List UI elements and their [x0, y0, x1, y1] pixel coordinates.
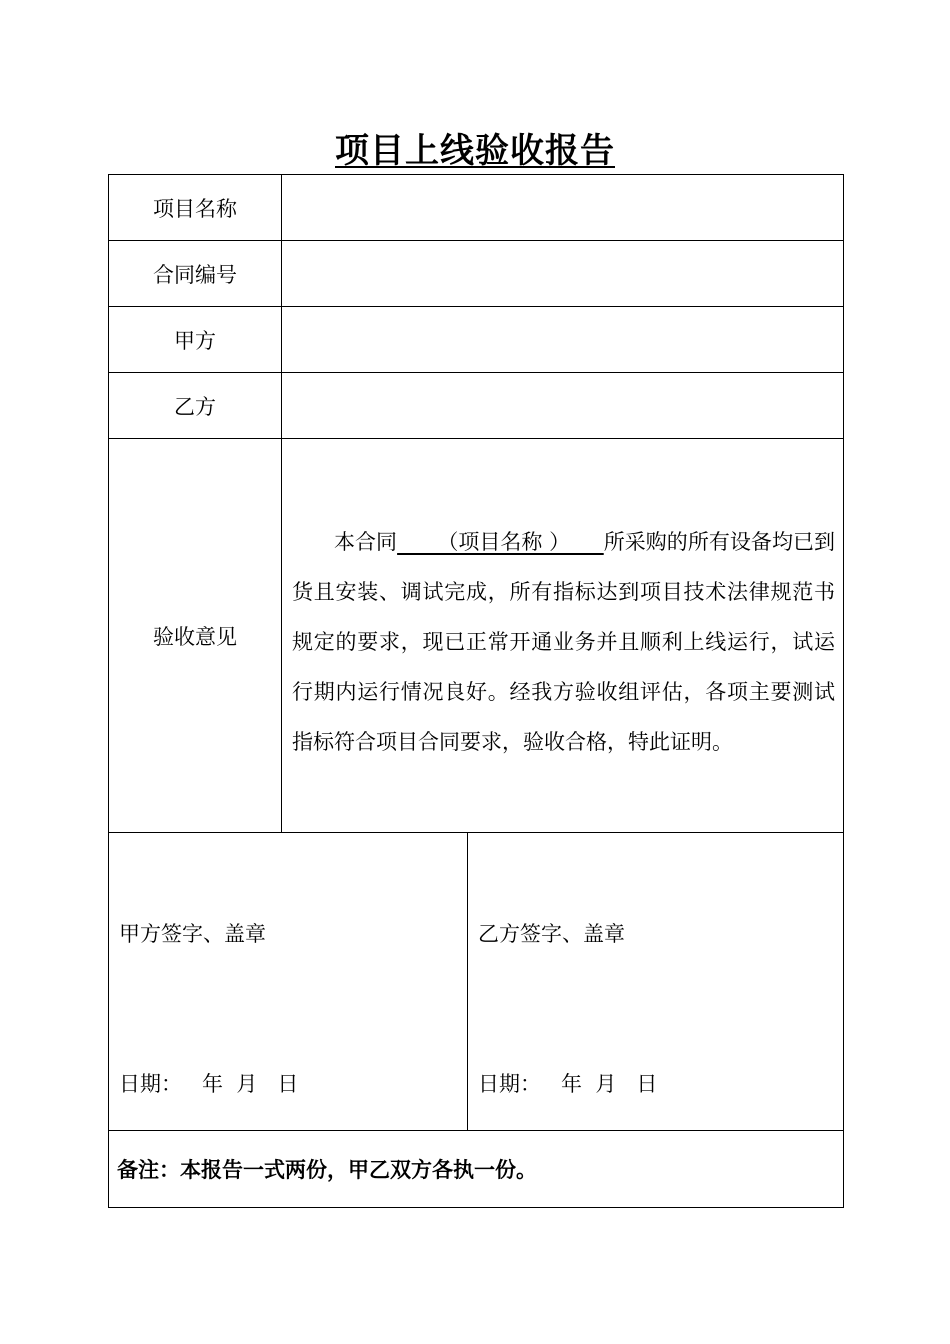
field-label-party-b: 乙方 — [109, 373, 282, 439]
form-row-acceptance-opinion — [109, 439, 844, 833]
party-b-signature-label: 乙方签字、盖章 — [478, 922, 625, 946]
form-row-project-name — [109, 175, 844, 241]
field-label-project-name: 项目名称 — [109, 175, 282, 241]
remarks-note: 备注：本报告一式两份，甲乙双方各执一份。 — [109, 1131, 844, 1208]
form-row-party-b — [109, 373, 844, 439]
opinion-body: 所采购的所有设备均已到货且安装、调试完成，所有指标达到项目技术法律规范书规定的要求，现已正常开通业务并且顺利上线运行，试运行期内运行情况良好。经我方验收组评估，各项主要测试指标符合项目合同要求，验收合格，特此证明。 — [292, 529, 836, 754]
party-b-signature-cell[interactable] — [468, 833, 844, 1131]
page-title-text: 项目上线验收报告 — [335, 131, 615, 171]
form-row-contract-number — [109, 241, 844, 307]
acceptance-opinion-text — [282, 439, 844, 833]
form-row-party-a — [109, 307, 844, 373]
acceptance-opinion-label: 验收意见 — [109, 439, 282, 833]
party-a-date-label: 日期： 年 月 日 — [119, 1072, 299, 1096]
opinion-prefix: 本合同 — [334, 529, 398, 554]
field-value-party-b[interactable] — [282, 373, 844, 439]
party-b-date-label: 日期： 年 月 日 — [478, 1072, 658, 1096]
form-row-signatures — [109, 833, 844, 1131]
field-value-party-a[interactable] — [282, 307, 844, 373]
form-row-note — [109, 1131, 844, 1208]
field-label-party-a: 甲方 — [109, 307, 282, 373]
page-title — [0, 126, 950, 176]
party-a-signature-cell[interactable] — [109, 833, 468, 1131]
field-label-contract-number: 合同编号 — [109, 241, 282, 307]
field-value-contract-number[interactable] — [282, 241, 844, 307]
project-name-blank: （项目名称 ） — [397, 529, 604, 554]
acceptance-form-table — [108, 174, 844, 1208]
party-a-signature-label: 甲方签字、盖章 — [119, 922, 266, 946]
field-value-project-name[interactable] — [282, 175, 844, 241]
